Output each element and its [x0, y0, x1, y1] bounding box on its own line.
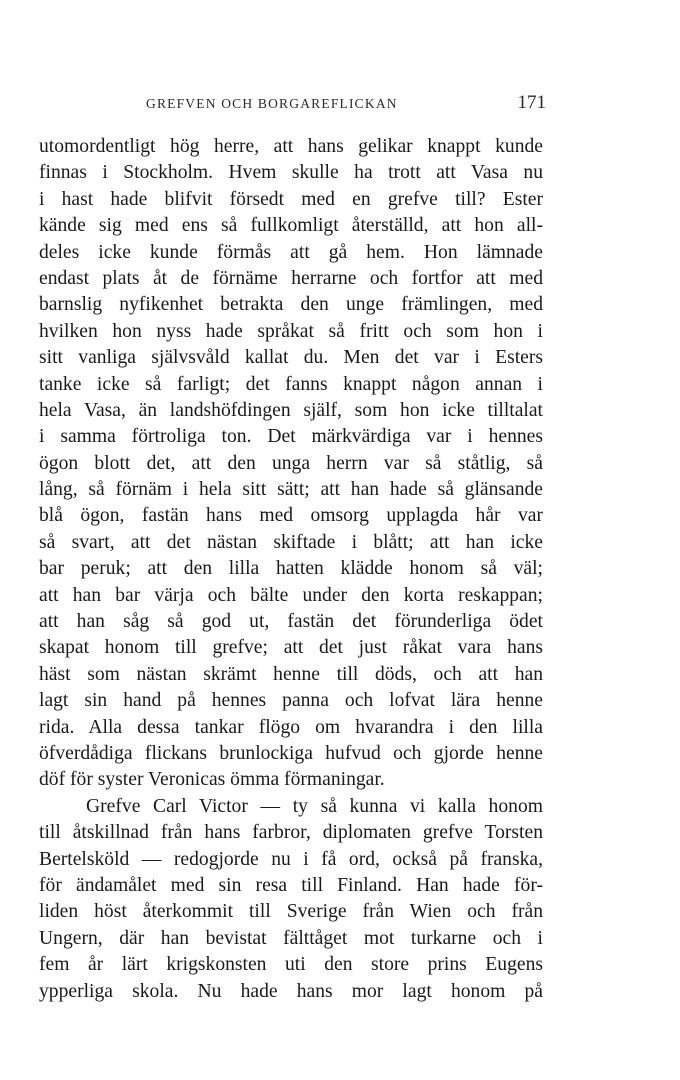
text-line: rida. Alla dessa tankar flögo om hvarandra i den lilla	[39, 716, 543, 738]
text-line: ögon blott det, att den unga herrn var så ståtlig, så	[39, 452, 543, 474]
text-line: lagt sin hand på hennes panna och lofvat lära henne	[39, 690, 543, 712]
text-line: i samma förtroliga ton. Det märkvärdiga var i hennes	[39, 426, 543, 448]
running-head	[146, 92, 546, 116]
text-line: liden höst återkommit till Sverige från Wien och från	[39, 901, 543, 923]
text-line: häst som nästan skrämt henne till döds, och att han	[39, 663, 543, 685]
text-line: hvilken hon nyss hade språkat så fritt och som hon i	[39, 320, 543, 342]
text-line: kände sig med ens så fullkomligt återställd, att hon all-	[39, 215, 543, 237]
text-line: i hast hade blifvit försedt med en grefve till? Ester	[39, 188, 543, 210]
text-line: sitt vanliga självsvåld kallat du. Men det var i Esters	[39, 347, 543, 369]
text-line: deles icke kunde förmås att gå hem. Hon lämnade	[39, 241, 543, 263]
text-line: lång, så förnäm i hela sitt sätt; att han hade så glänsande	[39, 479, 543, 501]
text-line: fem år lärt krigskonsten uti den store prins Eugens	[39, 954, 543, 976]
text-line: för ändamålet med sin resa till Finland. Han hade för-	[39, 874, 543, 896]
text-line: Ungern, där han bevistat fälttåget mot turkarne och i	[39, 927, 543, 949]
text-line: blå ögon, fastän hans med omsorg upplagda hår var	[39, 505, 543, 527]
text-line: utomordentligt hög herre, att hans gelikar knappt kunde	[39, 136, 543, 157]
text-line: öfverdådiga flickans brunlockiga hufvud och gjorde henne	[39, 742, 543, 764]
text-line: att han bar värja och bälte under den korta reskappan;	[39, 584, 543, 606]
page-number: 171	[517, 92, 546, 113]
text-line: tanke icke så farligt; det fanns knappt någon annan i	[39, 373, 543, 395]
text-line: hela Vasa, än landshöfdingen själf, som hon icke tilltalat	[39, 399, 543, 421]
text-line: barnslig nyfikenhet betrakta den unge främlingen, med	[39, 294, 543, 316]
text-line: så svart, att det nästan skiftade i blått; att han icke	[39, 531, 543, 553]
text-line: ypperliga skola. Nu hade hans mor lagt honom på	[39, 980, 543, 1002]
text-line: döf för syster Veronicas ömma förmaningar.	[39, 769, 385, 791]
text-line: skapat honom till grefve; att det just råkat vara hans	[39, 637, 543, 659]
paragraph-first-line: Grefve Carl Victor — ty så kunna vi kalla honom	[86, 795, 543, 817]
running-title: GREFVEN OCH BORGAREFLICKAN	[146, 96, 398, 111]
text-line: till åtskillnad från hans farbror, diplomaten grefve Torsten	[39, 822, 543, 844]
text-line: bar peruk; att den lilla hatten klädde honom så väl;	[39, 558, 543, 580]
text-line: Bertelsköld — redogjorde nu i få ord, också på franska,	[39, 848, 543, 870]
text-line: finnas i Stockholm. Hvem skulle ha trott att Vasa nu	[39, 162, 543, 184]
text-line: att han såg så god ut, fastän det förunderliga ödet	[39, 611, 543, 633]
body-text	[39, 134, 543, 1005]
text-line: endast plats åt de förnäme herrarne och fortfor att med	[39, 267, 543, 289]
